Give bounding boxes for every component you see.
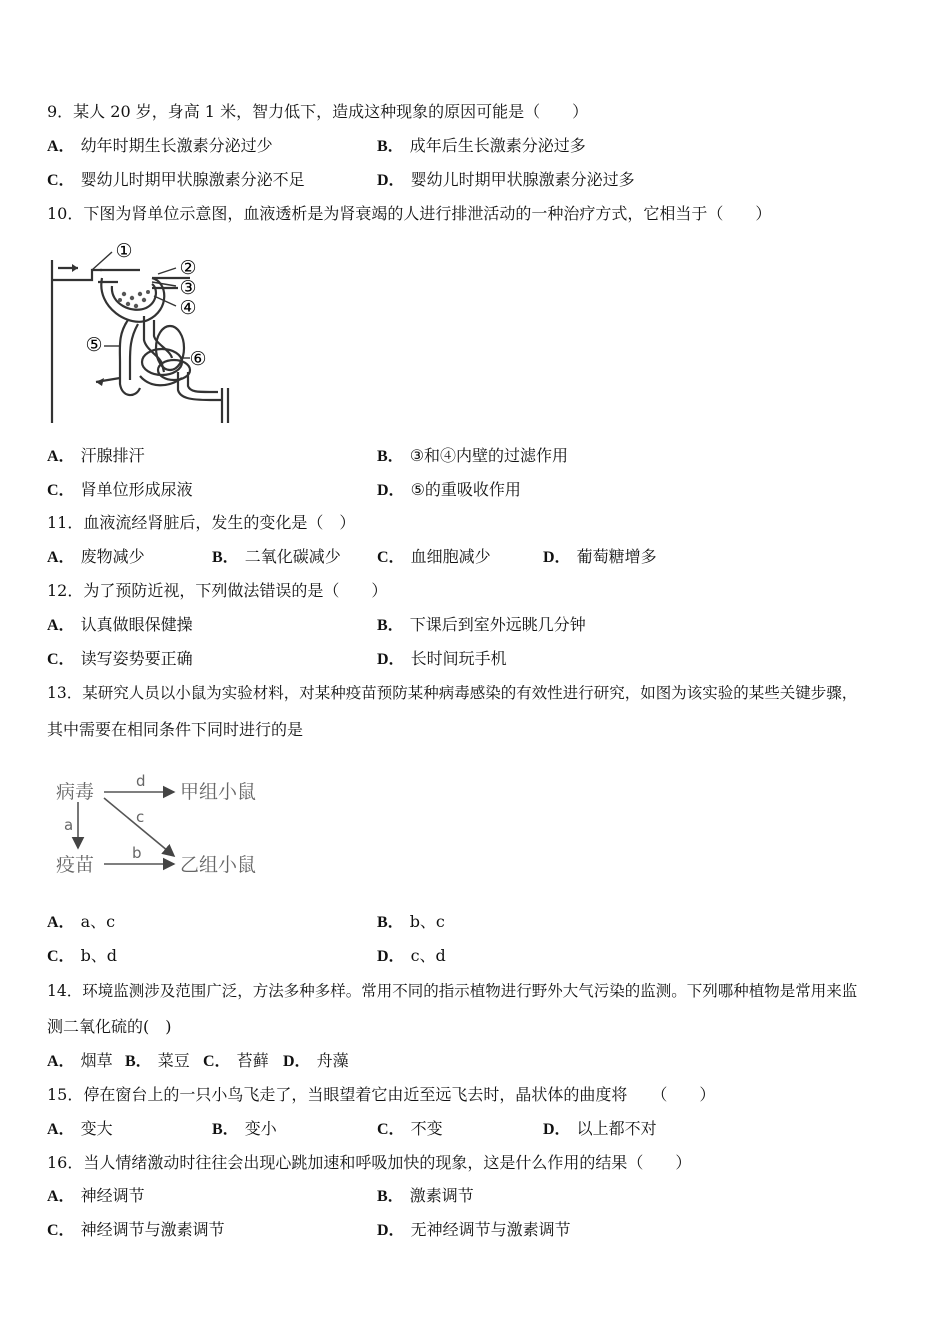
q13-option-b: B． b、c <box>377 912 445 931</box>
arrow-a-label: a <box>64 816 74 834</box>
q14-stem-line1: 14．环境监测涉及范围广泛，方法多种多样。常用不同的指示植物进行野外大气污染的监测。下列哪种植物是常用来监 <box>47 982 858 1000</box>
arrow-d-label: d <box>136 772 146 790</box>
arrow-b-label: b <box>132 844 142 862</box>
q11-option-c: C． 血细胞减少 <box>377 547 491 566</box>
nephron-label-3: ③ <box>179 277 197 299</box>
q12-option-b: B． 下课后到室外远眺几分钟 <box>377 615 586 634</box>
q14-option-d: D． 舟藻 <box>283 1051 349 1070</box>
q11-option-d: D． 葡萄糖增多 <box>543 547 657 566</box>
nephron-label-6: ⑥ <box>189 348 207 370</box>
nephron-label-4: ④ <box>179 297 197 319</box>
q12-option-d: D． 长时间玩手机 <box>377 649 507 668</box>
arrow-c-label: c <box>136 808 145 826</box>
q13-option-a: A． a、c <box>47 912 116 931</box>
q15-option-a: A． 变大 <box>47 1119 113 1138</box>
q16-option-c: C． 神经调节与激素调节 <box>47 1220 225 1239</box>
q12-option-c: C． 读写姿势要正确 <box>47 649 193 668</box>
q16-option-d: D． 无神经调节与激素调节 <box>377 1220 571 1239</box>
q15-option-d: D． 以上都不对 <box>543 1119 657 1138</box>
q10-option-d: D． ⑤的重吸收作用 <box>377 480 521 499</box>
nephron-label-2: ② <box>179 257 197 279</box>
q14-option-b: B． 菜豆 <box>125 1051 190 1070</box>
vaccine-experiment-diagram <box>52 768 272 886</box>
q12-option-a: A． 认真做眼保健操 <box>47 615 193 634</box>
group-yi-label: 乙组小鼠 <box>180 854 257 876</box>
q16-option-a: A． 神经调节 <box>47 1186 145 1205</box>
group-jia-label: 甲组小鼠 <box>180 781 257 803</box>
q16-stem: 16．当人情绪激动时往往会出现心跳加速和呼吸加快的现象，这是什么作用的结果（ ） <box>47 1153 692 1172</box>
q12-stem: 12．为了预防近视，下列做法错误的是（ ） <box>47 581 388 600</box>
q13-stem-line2: 其中需要在相同条件下同时进行的是 <box>47 720 304 739</box>
q16-option-b: B． 激素调节 <box>377 1186 474 1205</box>
nephron-label-1: ① <box>115 240 133 262</box>
q9-option-d: D． 婴幼儿时期甲状腺激素分泌过多 <box>377 170 635 189</box>
q11-stem: 11．血液流经肾脏后，发生的变化是（ ） <box>47 513 356 532</box>
vaccine-label: 疫苗 <box>56 854 95 876</box>
q9-option-a: A． 幼年时期生长激素分泌过少 <box>47 136 273 155</box>
q14-option-a: A． 烟草 <box>47 1051 113 1070</box>
nephron-diagram <box>40 238 240 428</box>
q15-stem: 15．停在窗台上的一只小鸟飞走了，当眼望着它由近至远飞去时，晶状体的曲度将 （ ） <box>47 1085 716 1104</box>
q13-option-c: C． b、d <box>47 946 118 965</box>
q15-option-b: B． 变小 <box>212 1119 277 1138</box>
q13-option-d: D． c、d <box>377 946 446 965</box>
q15-option-c: C． 不变 <box>377 1119 443 1138</box>
nephron-label-5: ⑤ <box>85 334 103 356</box>
q14-option-c: C． 苔藓 <box>203 1051 269 1070</box>
q9-option-b: B． 成年后生长激素分泌过多 <box>377 136 586 155</box>
q10-option-b: B． ③和④内壁的过滤作用 <box>377 446 569 465</box>
virus-label: 病毒 <box>56 781 95 803</box>
q11-option-a: A． 废物减少 <box>47 547 145 566</box>
q9-stem: 9．某人 20 岁，身高 1 米，智力低下，造成这种现象的原因可能是（ ） <box>47 102 589 121</box>
q14-stem-line2: 测二氧化硫的( ) <box>47 1017 172 1036</box>
q10-option-a: A． 汗腺排汗 <box>47 446 145 465</box>
q9-option-c: C． 婴幼儿时期甲状腺激素分泌不足 <box>47 170 305 189</box>
q10-option-c: C． 肾单位形成尿液 <box>47 480 193 499</box>
q10-stem: 10．下图为肾单位示意图，血液透析是为肾衰竭的人进行排泄活动的一种治疗方式，它相当于（ ） <box>47 204 772 223</box>
q11-option-b: B． 二氧化碳减少 <box>212 547 341 566</box>
q13-stem-line1: 13．某研究人员以小鼠为实验材料，对某种疫苗预防某种病毒感染的有效性进行研究，如图为该实验的某些关键步骤， <box>47 684 858 702</box>
